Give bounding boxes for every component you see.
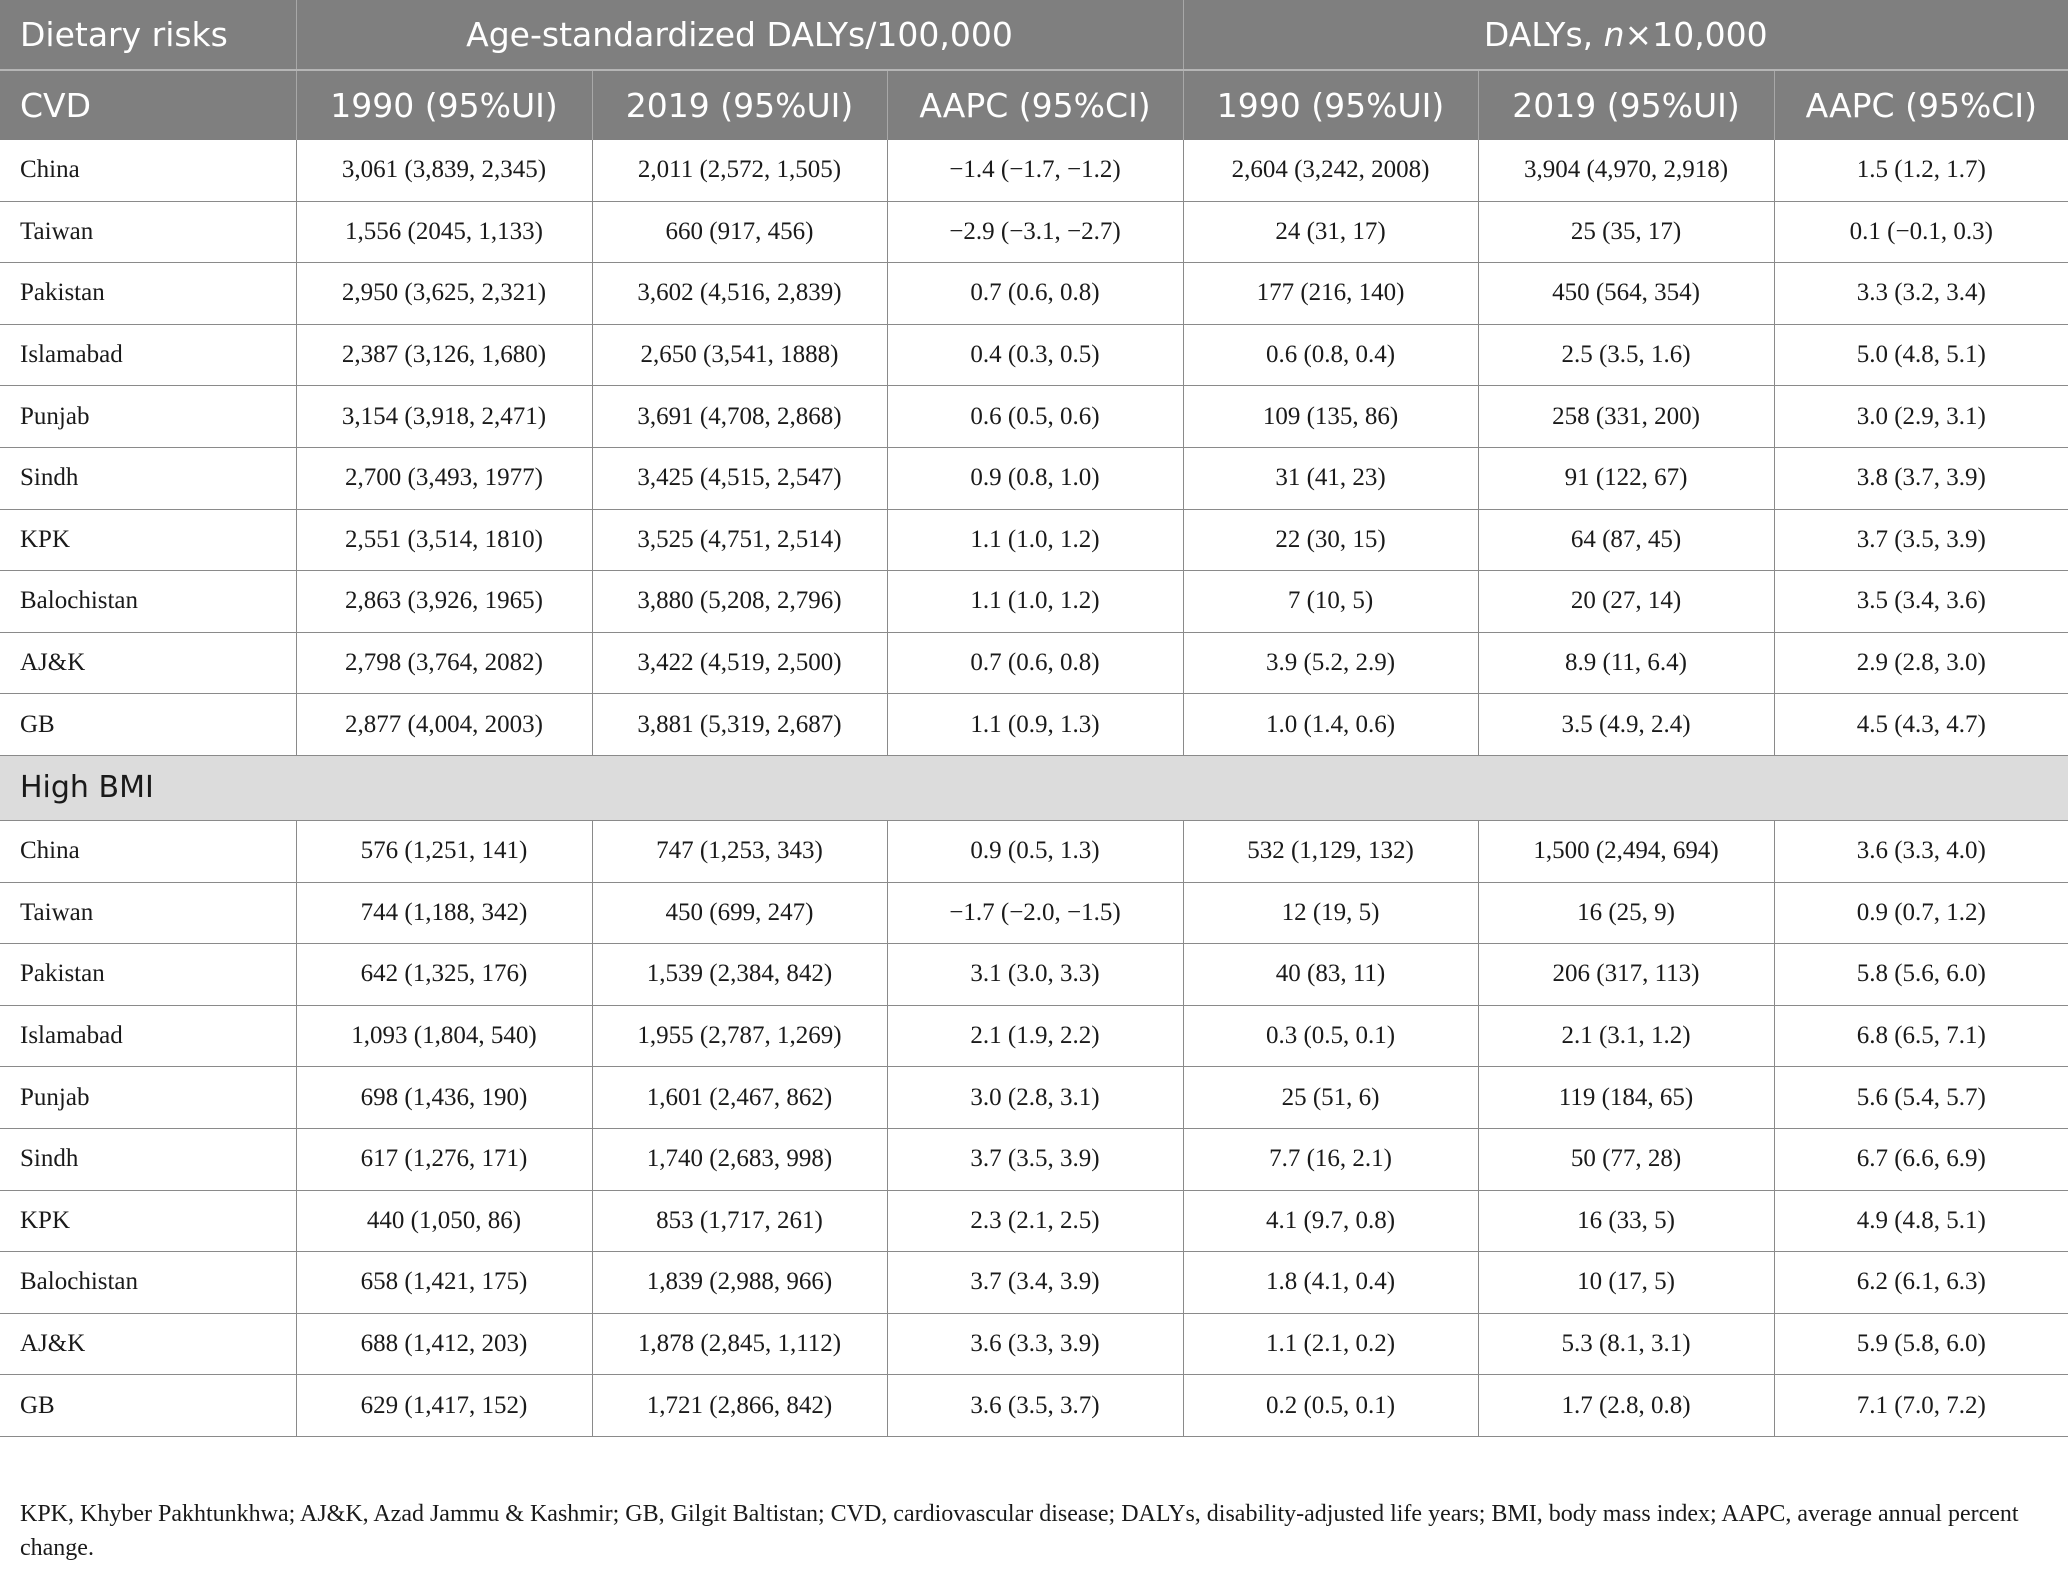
region-cell: Sindh	[0, 1128, 296, 1190]
value-cell: 8.9 (11, 6.4)	[1478, 632, 1774, 694]
value-cell: 2,700 (3,493, 1977)	[296, 447, 592, 509]
value-cell: 2.1 (3.1, 1.2)	[1478, 1005, 1774, 1067]
value-cell: 747 (1,253, 343)	[592, 820, 887, 882]
value-cell: 3,061 (3,839, 2,345)	[296, 140, 592, 201]
value-cell: 6.8 (6.5, 7.1)	[1774, 1005, 2068, 1067]
value-cell: 5.8 (5.6, 6.0)	[1774, 944, 2068, 1006]
value-cell: 2,877 (4,004, 2003)	[296, 694, 592, 756]
table-row	[0, 1067, 2068, 1129]
value-cell: 1.1 (0.9, 1.3)	[887, 694, 1183, 756]
value-cell: 1.7 (2.8, 0.8)	[1478, 1375, 1774, 1437]
table-row	[0, 694, 2068, 756]
value-cell: 6.7 (6.6, 6.9)	[1774, 1128, 2068, 1190]
value-cell: 2,798 (3,764, 2082)	[296, 632, 592, 694]
region-cell: KPK	[0, 1190, 296, 1252]
value-cell: 0.9 (0.5, 1.3)	[887, 820, 1183, 882]
table-row	[0, 1128, 2068, 1190]
value-cell: 3,425 (4,515, 2,547)	[592, 447, 887, 509]
value-cell: 3,602 (4,516, 2,839)	[592, 263, 887, 325]
value-cell: 3,904 (4,970, 2,918)	[1478, 140, 1774, 201]
value-cell: 1,601 (2,467, 862)	[592, 1067, 887, 1129]
value-cell: 1.1 (1.0, 1.2)	[887, 509, 1183, 571]
value-cell: 0.3 (0.5, 0.1)	[1183, 1005, 1478, 1067]
table-row	[0, 263, 2068, 325]
value-cell: 0.9 (0.7, 1.2)	[1774, 882, 2068, 944]
value-cell: 4.5 (4.3, 4.7)	[1774, 694, 2068, 756]
table-row	[0, 882, 2068, 944]
value-cell: 629 (1,417, 152)	[296, 1375, 592, 1437]
value-cell: 16 (33, 5)	[1478, 1190, 1774, 1252]
value-cell: 3.0 (2.8, 3.1)	[887, 1067, 1183, 1129]
value-cell: 0.6 (0.5, 0.6)	[887, 386, 1183, 448]
value-cell: 658 (1,421, 175)	[296, 1252, 592, 1314]
section-label: High BMI	[0, 755, 2068, 820]
value-cell: 3.5 (4.9, 2.4)	[1478, 694, 1774, 756]
value-cell: 4.9 (4.8, 5.1)	[1774, 1190, 2068, 1252]
value-cell: 853 (1,717, 261)	[592, 1190, 887, 1252]
value-cell: 1,839 (2,988, 966)	[592, 1252, 887, 1314]
region-cell: China	[0, 140, 296, 201]
table-row	[0, 1313, 2068, 1375]
value-cell: 5.6 (5.4, 5.7)	[1774, 1067, 2068, 1129]
value-cell: 0.7 (0.6, 0.8)	[887, 263, 1183, 325]
region-cell: AJ&K	[0, 1313, 296, 1375]
value-cell: 2,604 (3,242, 2008)	[1183, 140, 1478, 201]
value-cell: 2,650 (3,541, 1888)	[592, 324, 887, 386]
value-cell: 16 (25, 9)	[1478, 882, 1774, 944]
table-body	[0, 140, 2068, 1436]
value-cell: 3.3 (3.2, 3.4)	[1774, 263, 2068, 325]
value-cell: 0.2 (0.5, 0.1)	[1183, 1375, 1478, 1437]
table-header	[0, 0, 2068, 140]
value-cell: 40 (83, 11)	[1183, 944, 1478, 1006]
table-row	[0, 1252, 2068, 1314]
value-cell: 3.9 (5.2, 2.9)	[1183, 632, 1478, 694]
value-cell: 1.1 (1.0, 1.2)	[887, 571, 1183, 633]
value-cell: 688 (1,412, 203)	[296, 1313, 592, 1375]
value-cell: 258 (331, 200)	[1478, 386, 1774, 448]
value-cell: −1.4 (−1.7, −1.2)	[887, 140, 1183, 201]
value-cell: 7.1 (7.0, 7.2)	[1774, 1375, 2068, 1437]
table-row	[0, 324, 2068, 386]
value-cell: 2.5 (3.5, 1.6)	[1478, 324, 1774, 386]
value-cell: −2.9 (−3.1, −2.7)	[887, 201, 1183, 263]
value-cell: 660 (917, 456)	[592, 201, 887, 263]
header-col-dalys-1990: 1990 (95%UI)	[1183, 70, 1478, 140]
region-cell: Taiwan	[0, 882, 296, 944]
header-col-asr-1990: 1990 (95%UI)	[296, 70, 592, 140]
value-cell: 3,525 (4,751, 2,514)	[592, 509, 887, 571]
region-cell: KPK	[0, 509, 296, 571]
table-row	[0, 1190, 2068, 1252]
region-cell: Taiwan	[0, 201, 296, 263]
value-cell: 3.6 (3.3, 3.9)	[887, 1313, 1183, 1375]
value-cell: 0.4 (0.3, 0.5)	[887, 324, 1183, 386]
table-row	[0, 509, 2068, 571]
header-col-cvd: CVD	[0, 70, 296, 140]
region-cell: Punjab	[0, 1067, 296, 1129]
value-cell: 642 (1,325, 176)	[296, 944, 592, 1006]
table-row	[0, 820, 2068, 882]
value-cell: 617 (1,276, 171)	[296, 1128, 592, 1190]
value-cell: 5.9 (5.8, 6.0)	[1774, 1313, 2068, 1375]
value-cell: 1.0 (1.4, 0.6)	[1183, 694, 1478, 756]
value-cell: 3.1 (3.0, 3.3)	[887, 944, 1183, 1006]
value-cell: 3.5 (3.4, 3.6)	[1774, 571, 2068, 633]
value-cell: 119 (184, 65)	[1478, 1067, 1774, 1129]
value-cell: 2,551 (3,514, 1810)	[296, 509, 592, 571]
value-cell: 3.7 (3.5, 3.9)	[887, 1128, 1183, 1190]
value-cell: 1,539 (2,384, 842)	[592, 944, 887, 1006]
value-cell: 3,880 (5,208, 2,796)	[592, 571, 887, 633]
value-cell: 1,500 (2,494, 694)	[1478, 820, 1774, 882]
region-cell: Islamabad	[0, 324, 296, 386]
value-cell: 1,955 (2,787, 1,269)	[592, 1005, 887, 1067]
section-row	[0, 755, 2068, 820]
table-row	[0, 1375, 2068, 1437]
header-group-dalys-prefix: DALYs,	[1483, 15, 1604, 54]
region-cell: Pakistan	[0, 263, 296, 325]
table-row	[0, 1005, 2068, 1067]
value-cell: 0.9 (0.8, 1.0)	[887, 447, 1183, 509]
header-group-dalys-suffix: ×10,000	[1624, 15, 1768, 54]
value-cell: 7.7 (16, 2.1)	[1183, 1128, 1478, 1190]
value-cell: 3.6 (3.3, 4.0)	[1774, 820, 2068, 882]
value-cell: 3.0 (2.9, 3.1)	[1774, 386, 2068, 448]
table-row	[0, 386, 2068, 448]
table-row	[0, 571, 2068, 633]
table-row	[0, 201, 2068, 263]
value-cell: 3,691 (4,708, 2,868)	[592, 386, 887, 448]
header-row-columns	[0, 70, 2068, 140]
value-cell: 206 (317, 113)	[1478, 944, 1774, 1006]
value-cell: 10 (17, 5)	[1478, 1252, 1774, 1314]
value-cell: 1,878 (2,845, 1,112)	[592, 1313, 887, 1375]
value-cell: 25 (51, 6)	[1183, 1067, 1478, 1129]
value-cell: 1,093 (1,804, 540)	[296, 1005, 592, 1067]
value-cell: 6.2 (6.1, 6.3)	[1774, 1252, 2068, 1314]
value-cell: 2.3 (2.1, 2.5)	[887, 1190, 1183, 1252]
header-col-asr-aapc: AAPC (95%CI)	[887, 70, 1183, 140]
header-col-dalys-2019: 2019 (95%UI)	[1478, 70, 1774, 140]
value-cell: 450 (564, 354)	[1478, 263, 1774, 325]
value-cell: 64 (87, 45)	[1478, 509, 1774, 571]
region-cell: GB	[0, 694, 296, 756]
value-cell: 2.1 (1.9, 2.2)	[887, 1005, 1183, 1067]
value-cell: 450 (699, 247)	[592, 882, 887, 944]
value-cell: 12 (19, 5)	[1183, 882, 1478, 944]
value-cell: 7 (10, 5)	[1183, 571, 1478, 633]
value-cell: 3,422 (4,519, 2,500)	[592, 632, 887, 694]
value-cell: 91 (122, 67)	[1478, 447, 1774, 509]
value-cell: 2,387 (3,126, 1,680)	[296, 324, 592, 386]
table-row	[0, 447, 2068, 509]
value-cell: 22 (30, 15)	[1183, 509, 1478, 571]
region-cell: Islamabad	[0, 1005, 296, 1067]
header-group-dalys-italic: n	[1603, 15, 1625, 54]
header-group-dalys	[1183, 0, 2068, 70]
value-cell: 2,863 (3,926, 1965)	[296, 571, 592, 633]
region-cell: GB	[0, 1375, 296, 1437]
value-cell: 3.8 (3.7, 3.9)	[1774, 447, 2068, 509]
value-cell: 20 (27, 14)	[1478, 571, 1774, 633]
value-cell: 1,740 (2,683, 998)	[592, 1128, 887, 1190]
value-cell: 2.9 (2.8, 3.0)	[1774, 632, 2068, 694]
value-cell: 1,556 (2045, 1,133)	[296, 201, 592, 263]
value-cell: 50 (77, 28)	[1478, 1128, 1774, 1190]
region-cell: Pakistan	[0, 944, 296, 1006]
header-col-dalys-aapc: AAPC (95%CI)	[1774, 70, 2068, 140]
value-cell: −1.7 (−2.0, −1.5)	[887, 882, 1183, 944]
value-cell: 3.6 (3.5, 3.7)	[887, 1375, 1183, 1437]
value-cell: 1,721 (2,866, 842)	[592, 1375, 887, 1437]
header-group-age-standardized: Age-standardized DALYs/100,000	[296, 0, 1183, 70]
value-cell: 0.6 (0.8, 0.4)	[1183, 324, 1478, 386]
value-cell: 109 (135, 86)	[1183, 386, 1478, 448]
value-cell: 4.1 (9.7, 0.8)	[1183, 1190, 1478, 1252]
value-cell: 1.5 (1.2, 1.7)	[1774, 140, 2068, 201]
value-cell: 532 (1,129, 132)	[1183, 820, 1478, 882]
value-cell: 1.8 (4.1, 0.4)	[1183, 1252, 1478, 1314]
value-cell: 576 (1,251, 141)	[296, 820, 592, 882]
table-row	[0, 632, 2068, 694]
table-row	[0, 140, 2068, 201]
region-cell: AJ&K	[0, 632, 296, 694]
value-cell: 5.3 (8.1, 3.1)	[1478, 1313, 1774, 1375]
value-cell: 177 (216, 140)	[1183, 263, 1478, 325]
value-cell: 2,011 (2,572, 1,505)	[592, 140, 887, 201]
value-cell: 3,881 (5,319, 2,687)	[592, 694, 887, 756]
region-cell: Sindh	[0, 447, 296, 509]
header-row-groups	[0, 0, 2068, 70]
value-cell: 0.7 (0.6, 0.8)	[887, 632, 1183, 694]
header-col-asr-2019: 2019 (95%UI)	[592, 70, 887, 140]
value-cell: 3.7 (3.4, 3.9)	[887, 1252, 1183, 1314]
table-row	[0, 944, 2068, 1006]
region-cell: China	[0, 820, 296, 882]
value-cell: 2,950 (3,625, 2,321)	[296, 263, 592, 325]
value-cell: 698 (1,436, 190)	[296, 1067, 592, 1129]
value-cell: 24 (31, 17)	[1183, 201, 1478, 263]
region-cell: Punjab	[0, 386, 296, 448]
value-cell: 31 (41, 23)	[1183, 447, 1478, 509]
header-risk-label: Dietary risks	[0, 0, 296, 70]
value-cell: 744 (1,188, 342)	[296, 882, 592, 944]
value-cell: 3,154 (3,918, 2,471)	[296, 386, 592, 448]
region-cell: Balochistan	[0, 1252, 296, 1314]
value-cell: 1.1 (2.1, 0.2)	[1183, 1313, 1478, 1375]
value-cell: 0.1 (−0.1, 0.3)	[1774, 201, 2068, 263]
table-footnote: KPK, Khyber Pakhtunkhwa; AJ&K, Azad Jammu & Kashmir; GB, Gilgit Baltistan; CVD, cardiovascular disease; DALYs, disability-adjusted life years; BMI, body mass index; AAPC, average annual percent change.	[20, 1501, 2019, 1561]
value-cell: 5.0 (4.8, 5.1)	[1774, 324, 2068, 386]
value-cell: 3.7 (3.5, 3.9)	[1774, 509, 2068, 571]
region-cell: Balochistan	[0, 571, 296, 633]
value-cell: 440 (1,050, 86)	[296, 1190, 592, 1252]
value-cell: 25 (35, 17)	[1478, 201, 1774, 263]
